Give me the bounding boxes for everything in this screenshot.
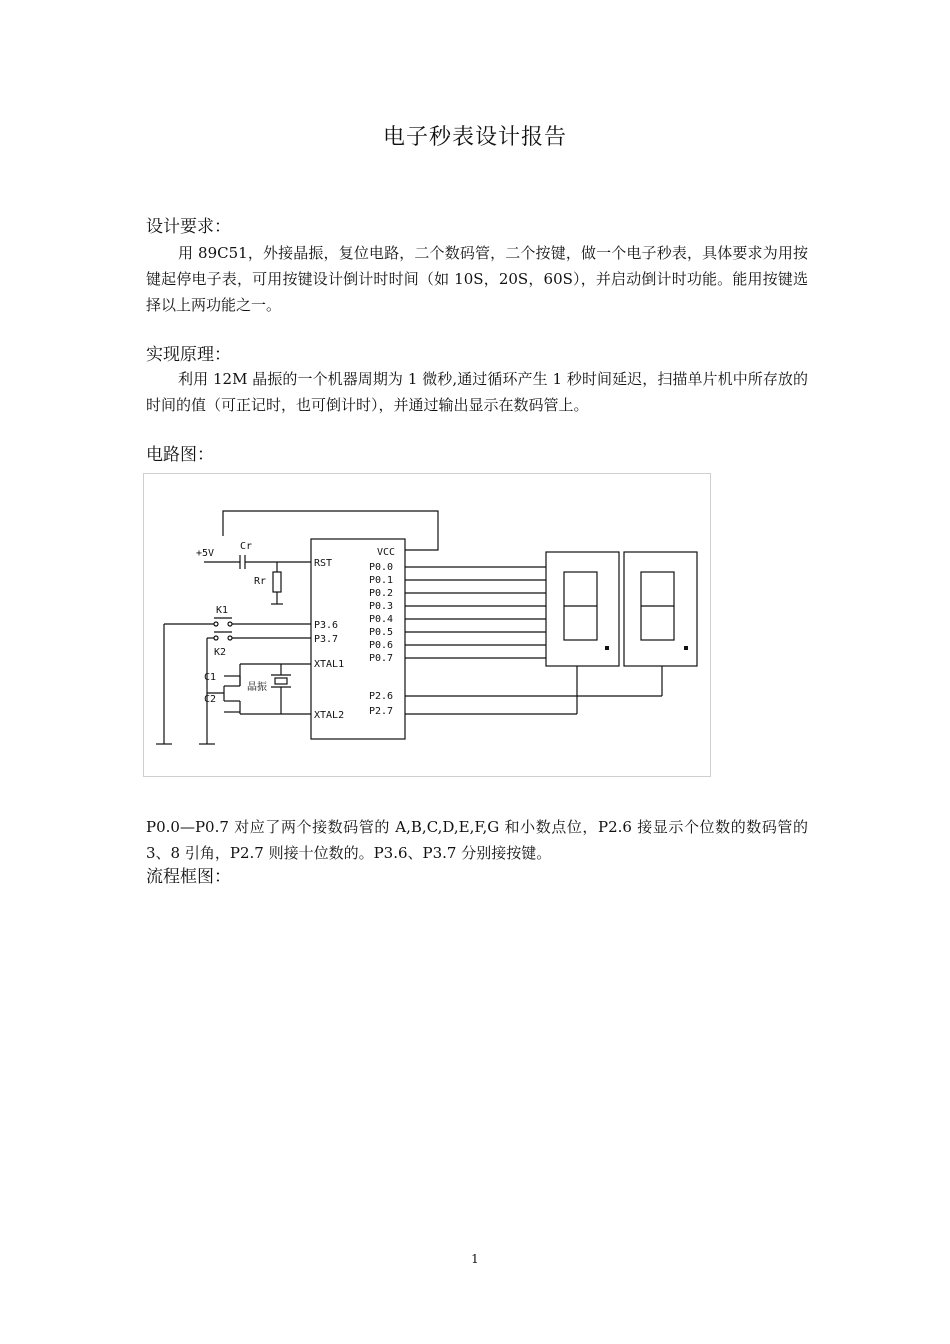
principle-text: 利用 12M 晶振的一个机器周期为 1 微秒,通过循环产生 1 秒时间延迟，扫描单片机中所存放的时间的值（可正记时，也可倒计时），并通过输出显示在数码管上。 (146, 370, 808, 414)
label-xtal1: XTAL1 (314, 659, 345, 670)
page-title: 电子秒表设计报告 (382, 125, 567, 150)
label-p26: P2.6 (369, 691, 394, 702)
label-p36: P3.6 (314, 620, 339, 631)
label-k2: K2 (214, 647, 227, 658)
label-p06: P0.6 (369, 640, 394, 651)
label-p37: P3.7 (314, 634, 339, 645)
label-p02: P0.2 (369, 588, 394, 599)
label-p03: P0.3 (369, 601, 394, 612)
label-rr: Rr (254, 576, 267, 587)
flow-heading: 流程框图： (146, 867, 231, 887)
label-plus5v: +5V (196, 548, 215, 559)
circuit-schematic (144, 474, 710, 776)
label-rst: RST (314, 558, 333, 569)
label-p05: P0.5 (369, 627, 394, 638)
label-p00: P0.0 (369, 562, 394, 573)
label-vcc: VCC (377, 547, 396, 558)
label-c2: C2 (204, 694, 217, 705)
page-number: 1 (471, 1252, 479, 1266)
circuit-diagram (143, 473, 711, 777)
label-crystal: 晶振 (247, 682, 267, 693)
requirements-heading: 设计要求： (146, 217, 231, 237)
circuit-heading: 电路图： (146, 445, 214, 465)
label-k1: K1 (216, 605, 229, 616)
label-p04: P0.4 (369, 614, 394, 625)
label-p27: P2.7 (369, 706, 394, 717)
label-c1: C1 (204, 672, 217, 683)
requirements-text: 用 89C51，外接晶振，复位电路，二个数码管，二个按键，做一个电子秒表，具体要求为用按键起停电子表，可用按键设计倒计时时间（如 10S，20S，60S），并启动倒计时功能。能用按键选择以上两功能之一。 (146, 244, 808, 314)
note-text: P0.0—P0.7 对应了两个接数码管的 A,B,C,D,E,F,G 和小数点位，P2.6 接显示个位数的数码管的 3、8 引角，P2.7 则接十位数的。P3.6、P3.7 分别接按键。 (146, 818, 808, 862)
label-p01: P0.1 (369, 575, 394, 586)
label-xtal2: XTAL2 (314, 710, 345, 721)
label-cr: Cr (240, 541, 253, 552)
label-p07: P0.7 (369, 653, 394, 664)
principle-heading: 实现原理： (146, 345, 231, 365)
